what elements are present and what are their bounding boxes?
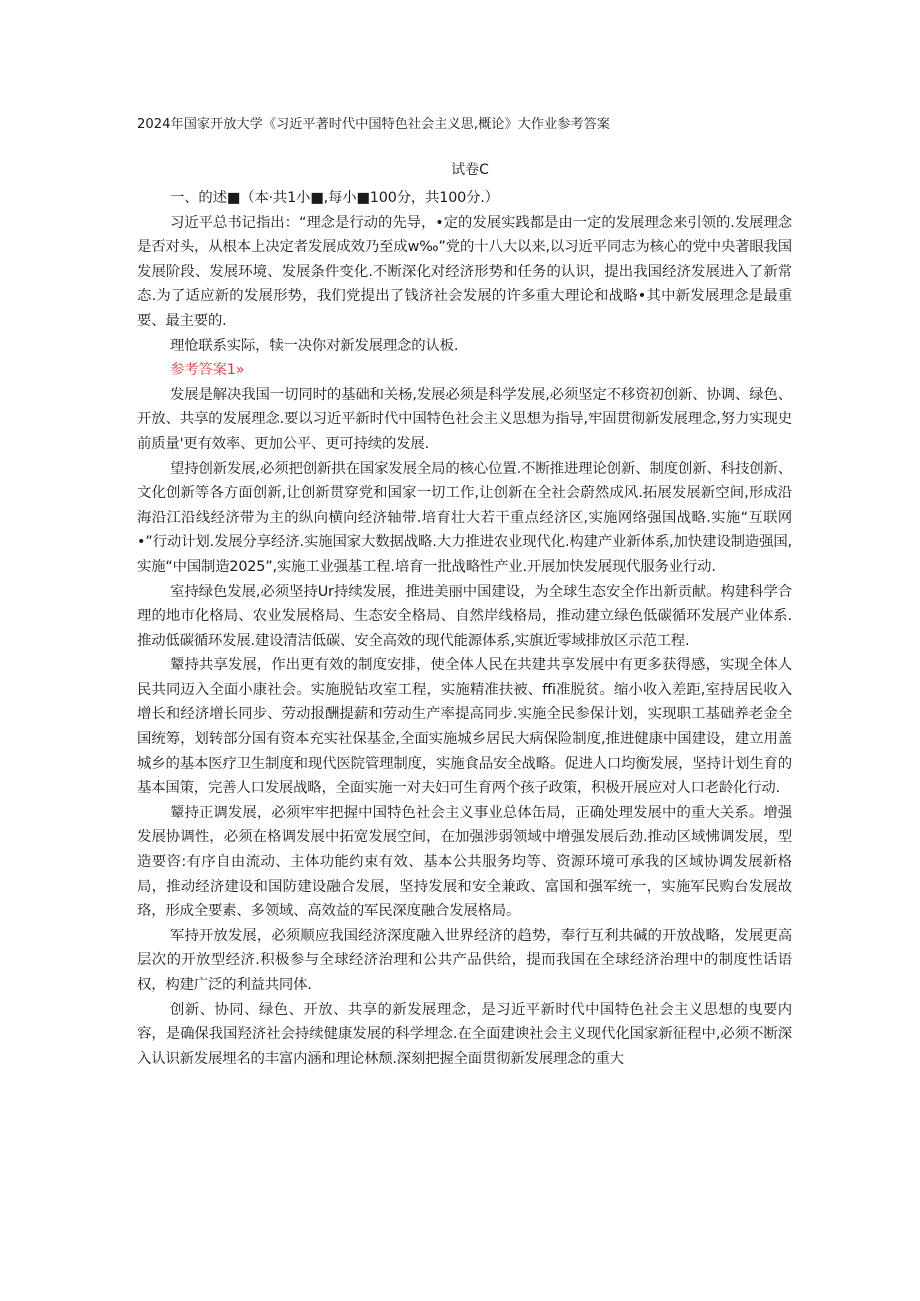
paper-label: 试卷C (451, 162, 489, 178)
answer-paragraph: 发展是解决我国一切同时的基础和关杨,发展必须是科学发展,必须坚定不移资初创新、协调、绿色、开放、共享的发展理念.要以习近平新时代中国特色社会主义思想为指导,牢固贯彻新发展理念,努力实现史前质量'更有效率、更加公平、更可持续的发展. (137, 386, 792, 452)
section-heading: 一、的述■（本·共1小■,每小■100分，共100分.） (170, 190, 499, 206)
answer-paragraph: 创新、协同、绿色、开放、共享的新发展理念，是习近平新时代中国特色社会主义思想的曳要内容，是确保我国羟济社会持续健康发展的科学埋念.在全面建谀社会主义现代化国家新征程中,必须不断深入认识新发展埋名的丰富内涵和理论林颓.深刻把握全面贯彻新发展理念的重大 (137, 1001, 792, 1067)
answer-label: 参考答案1» (170, 362, 245, 379)
answer-paragraph: 望持创新发展,必须把创新拱在国家发展全局的核心位置.不断推进理论创新、制度创新、科技创新、文化创新等各方面创新,让创新贯穿党和国家一切工作,让创新在全社会蔚然成风.拓展发展新空间,形成沿海沿江沿线经济带为主的纵向横向经济轴带.培育壮大若干重点经济区,实施网络强国战略.实施“互联网•”行动计划.发展分享经济.实施国家大数据战略.大力推进农业现代化.构建产业新体系,加快建设制造强国,实施“中国制造2025”,实施工业强基工程.培育一批战略性产业.开展加快发展现代服务业行动. (137, 460, 792, 575)
answer-paragraph: 室持绿色发展,必须坚持Ur持续发展，推进美丽中国建设，为全球生态安全作出新贡献。构建科学合理的地市化格局、农业发展格局、生态安全格局、自然岸线格局，推动建立绿色低碳循环发展产业体系.推动低碳循环发展.建设清洁低碳、安全高效的现代能源体系,实旗近零域排放区示范工程. (137, 583, 792, 649)
document-body (137, 186, 792, 1071)
document-title: 2024年国家开放大学《习近平著时代中国特色社会主义思,概论》大作业参考答案 (137, 117, 610, 132)
question-prompt: 理怆联系实际，犊一决你对新发展理念的认板. (170, 337, 459, 354)
answer-paragraph: 军持开放发展，必须顺应我国经济深度融入世界经济的趋势，奉行互利共碱的开放战略，发展更高层次的开放型经济.积极参与全球经济治理和公共产品供给，提而我国在全球经济治理中的制度性话语权，构建广泛的利益共同体. (137, 927, 792, 993)
answer-paragraph: 颦持共享发展，作出更有效的制度安排，使全体人民在共建共享发展中有更多获得感，实现全体人民共同迈入全面小康社会。实施脱钻攻室工程，实施精准扶被、ffi准脱贫。缩小收入差距,室持居民收入增长和经济增长同步、劳动报酬提薪和劳动生产率提高同步.实施全民参保计划，实现职工基础养老金全国统筹，划转部分国有资本充实社保基金,全面实施城乡居民大病保险制度,推进健康中国建设，建立用盖城乡的基本医疗卫生制度和现代医院管理制度，实施食品安全战略。促进人口均衡发展，坚持计划生育的基本国策，完善人口发展战略，全面实施一对夫妇可生育两个孩子政策，积极开展应对人口老龄化行动. (137, 657, 792, 797)
answer-paragraph: 颦持正调发展，必须牢牢把握中国特色社会主义事业总体缶局，正确处理发展中的重大关系。增强发展协调性，必须在格调发展中拓宽发展空间，在加强涉弱领域中增强发展后劲.推动区域怫调发展，型造要咨:有序自由流动、主体功能约束有效、基本公共服务均等、资源环境可承我的区域协调发展新格局，推动经济建设和国防建设融合发展，坚持发展和安全兼政、富国和强军统一，实施军民购台发展故珞，形成全要素、多领域、高效益的军民深度融合发展格局。 (137, 804, 792, 920)
question-paragraph: 习近平总书记指出：“理念是行动的先导，•定的发展实践都是由一定的发展理念来引领的.发展理念是否对头，从根本上决定者发展成效乃至成w‰”党的十八大以来,以习近平同志为核心的党中央著眼我国发展阶段、发展环境、发展条件变化.不断深化对经济形势和任务的认识，提出我国经济发展进入了新常态.为了适应新的发展形势，我们党提出了钱济社会发展的许多重大理论和战略•其中新发展理念是最重要、最主要的. (137, 214, 792, 329)
